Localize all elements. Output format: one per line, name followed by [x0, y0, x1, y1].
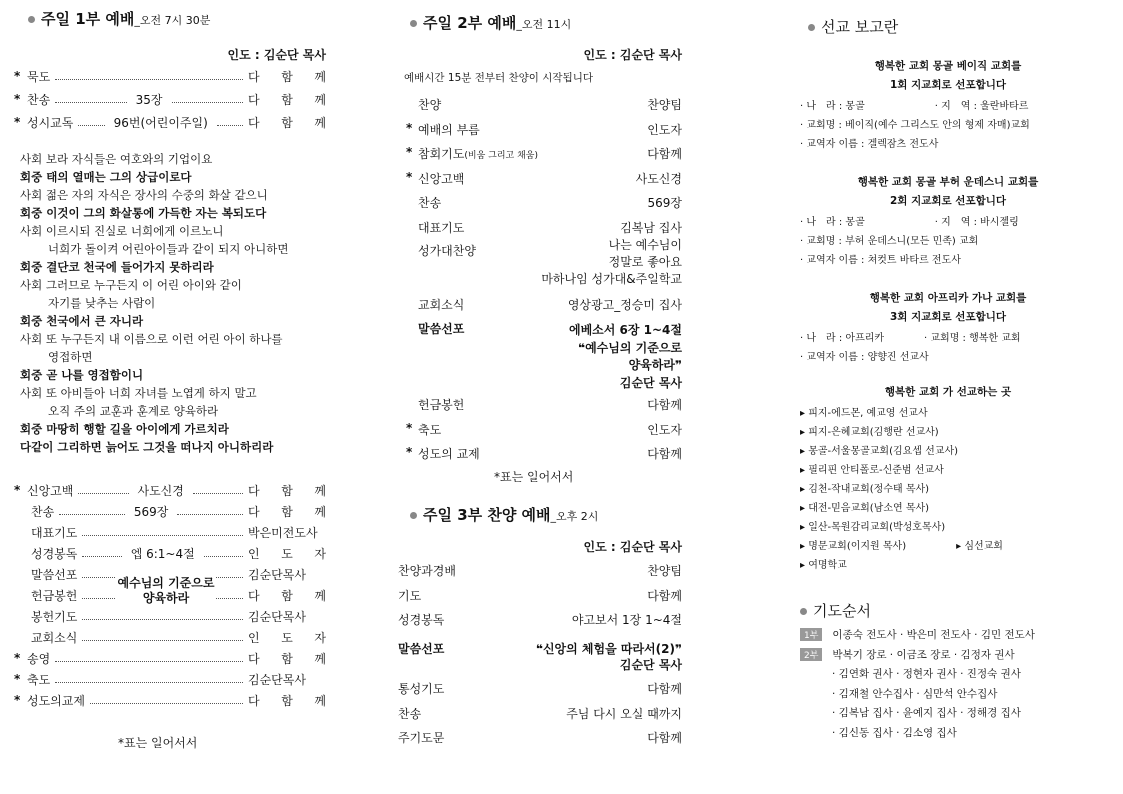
support-item: ▸ 명문교회(이지원 목사) ▸ 심선교회 [800, 541, 1003, 552]
stand-marker: * [14, 672, 21, 686]
order-row [398, 396, 682, 418]
dotted-leader [172, 102, 243, 103]
order-label-note: (비움 그리고 채움) [464, 151, 538, 161]
order-value: 야고보서 1장 1~4절 [571, 613, 682, 627]
order-label: 주기도문 [398, 731, 445, 745]
reading-line: 회중 곧 나를 영접함이니 [20, 368, 144, 382]
support-item: ▸ 일산-목원감리교회(박성호목사) [800, 522, 946, 533]
order-row [14, 89, 326, 109]
order-label: 축도 [27, 672, 51, 687]
mission-info-line: · 나 라 : 아프리카 · 교회명 : 행복한 교회 [800, 333, 1021, 344]
mission-info-line: · 교역자 이름 : 겔렉잠츠 전도사 [800, 139, 939, 150]
dotted-leader [82, 619, 243, 620]
stand-marker: * [14, 92, 21, 106]
order-value: 다함께 [647, 588, 682, 603]
dotted-leader [217, 125, 243, 126]
mission-block-head: 행복한 교회 몽골 부허 운데스니 교회를 [857, 176, 1039, 188]
prayer-group-badge: 2부 [800, 648, 822, 661]
order-row [398, 121, 682, 143]
order-label: 찬송 [418, 196, 442, 210]
order-label: 찬양 [418, 98, 442, 112]
mission-info-line: · 교회명 : 베이직(예수 그리스도 안의 형제 자매)교회 [800, 120, 1030, 131]
support-item: ▸ 김천-작내교회(정수태 목사) [800, 484, 930, 495]
stand-marker: * [406, 145, 413, 159]
order-label: 송영 [27, 651, 51, 666]
order-detail: 사도신경 [137, 483, 184, 498]
order-value: 인 도 자 [248, 630, 326, 645]
order-row [398, 445, 682, 467]
order-value: 다함께 [647, 398, 682, 412]
dotted-leader [78, 125, 104, 126]
dotted-leader [78, 493, 128, 494]
prayer-heading: 기도순서 [800, 600, 871, 621]
stand-marker: * [14, 483, 21, 497]
order-label: 성경봉독 [31, 546, 78, 561]
service1-sermon-title: 예수님의 기준으로 양육하라 [117, 576, 215, 605]
order-value: 인도자 [647, 422, 682, 437]
prayer-line [832, 666, 1021, 681]
service3-sermon-row: 말씀선포 [398, 642, 445, 656]
service3-leader: 인도 : 김순단 목사 [583, 540, 682, 554]
order-label: 예배의 부름 [418, 122, 480, 137]
order-label: 찬송 [398, 706, 422, 721]
reading-line: 사회 젊은 자의 자식은 장사의 수중의 화살 같으니 [20, 188, 268, 202]
right-line: 에베소서 6장 1~4절 [568, 323, 682, 337]
bullet-dot-icon [800, 608, 807, 615]
order-label: 찬송 [31, 504, 55, 519]
support-item: ▸ 여명학교 [800, 560, 847, 571]
prayer-group-badge: 1부 [800, 628, 822, 641]
service1-heading: 주일 1부 예배_오전 7시 30분 [28, 8, 210, 29]
order-value: 다 함 께 [248, 92, 326, 107]
mission-info-line: · 교역자 이름 : 쳐컷트 바타르 전도사 [800, 255, 961, 266]
mission-block-head: 행복한 교회 아프리카 가나 교회를 [869, 292, 1027, 304]
reading-line: 회중 이것이 그의 화살통에 가득한 자는 복되도다 [20, 206, 267, 220]
mission-block-head: 행복한 교회 몽골 베이직 교회를 [874, 60, 1022, 72]
dotted-leader [82, 640, 243, 641]
right-line: 김순단 목사 [619, 375, 682, 390]
dotted-leader [82, 535, 243, 536]
order-label: 신앙고백 [27, 483, 74, 498]
order-row [14, 522, 326, 542]
order-value: 박은미전도사 [248, 525, 318, 540]
choir-row: 성가대찬양 [418, 244, 476, 258]
stand-marker: * [406, 120, 413, 135]
order-value: 인도자 [647, 122, 682, 137]
order-row [398, 96, 682, 118]
order-value: 주님 다시 오실 때까지 [566, 706, 682, 721]
stand-marker: * [14, 693, 21, 707]
order-label: 축도 [418, 422, 442, 437]
stand-marker: * [406, 169, 413, 184]
reading-line: 사회 또 누구든지 내 이름으로 이런 어린 아이 하나를 [20, 332, 283, 346]
reading-line: 회중 마땅히 행할 길을 아이에게 가르치라 [20, 422, 229, 436]
dotted-leader [90, 703, 243, 704]
order-value: 다 함 께 [248, 504, 326, 519]
support-item: ▸ 몽골-서울몽골교회(김요셉 선교사) [800, 446, 959, 457]
stand-marker: * [14, 651, 21, 665]
order-label: 성시교독 [27, 115, 74, 130]
service3-heading: 주일 3부 찬양 예배_오후 2시 [410, 504, 598, 525]
order-value: 김순단목사 [248, 609, 306, 624]
dotted-leader [55, 661, 243, 662]
service2-pre-note: 예배시간 15분 전부터 찬양이 시작됩니다 [404, 72, 593, 84]
mission-info-line: · 교역자 이름 : 양향진 선교사 [800, 352, 929, 363]
order-label: 교회소식 [31, 630, 78, 645]
order-label: 말씀선포 [31, 567, 78, 582]
dotted-leader [55, 682, 243, 683]
support-item: ▸ 피지-에드몬, 예교영 선교사 [800, 408, 928, 419]
order-row [398, 194, 682, 216]
dotted-leader [55, 79, 243, 80]
order-row [14, 501, 326, 521]
order-detail: 96번(어린이주일) [113, 115, 208, 130]
order-row [398, 145, 682, 167]
reading-line: 다같이 그리하면 늙어도 그것을 떠나지 아니하리라 [20, 440, 274, 454]
order-label-wrap [418, 145, 538, 162]
dotted-leader [59, 514, 125, 515]
stand-marker: * [406, 420, 413, 435]
order-label: 참회기도 [418, 147, 465, 161]
order-row [14, 606, 326, 626]
order-row [14, 66, 326, 86]
order-label: 대표기도 [31, 525, 78, 540]
order-value: 다함께 [647, 147, 682, 161]
order-row [398, 705, 682, 727]
right-line: 김순단 목사 [619, 658, 682, 672]
order-row [14, 648, 326, 668]
support-item: ▸ 피지-은혜교회(김행란 선교사) [800, 427, 939, 438]
service2-heading: 주일 2부 예배_오전 11시 [410, 12, 571, 33]
order-label: 성도의 교제 [418, 447, 480, 461]
prayer-names: 박복기 장로 · 이금조 장로 · 김정자 권사 [832, 648, 1015, 661]
dotted-leader [82, 556, 121, 557]
right-line: 정말로 좋아요 [608, 255, 682, 269]
prayer-line [800, 647, 1015, 662]
order-value: 찬양팀 [647, 564, 682, 578]
order-row [398, 587, 682, 609]
order-row [398, 562, 682, 584]
mission-heading: 선교 보고란 [808, 16, 898, 37]
reading-line: 회중 천국에서 큰 자니라 [20, 314, 144, 328]
mission-info-line: · 교회명 : 부허 운데스니(모든 민족) 교회 [800, 236, 979, 247]
right-line: ❝신앙의 체험을 따라서(2)❞ [535, 642, 682, 656]
order-value: 찬양팀 [647, 98, 682, 112]
reading-line: 회중 결단코 천국에 들어가지 못하리라 [20, 260, 214, 274]
mission-block-head: 2회 지교회로 선포합니다 [889, 195, 1007, 207]
order-row [14, 480, 326, 500]
order-value: 김순단목사 [248, 672, 306, 687]
support-item: ▸ 대전-믿음교회(남소연 목사) [800, 503, 930, 514]
order-row [398, 170, 682, 192]
prayer-line [832, 705, 1021, 720]
order-value: 다 함 께 [248, 588, 326, 603]
sermon-row: 말씀선포 [418, 322, 465, 336]
order-label: 통성기도 [398, 682, 445, 696]
mission-info-line: · 나 라 : 몽골 · 지 역 : 바시젤링 [800, 217, 1019, 228]
order-value: 다 함 께 [248, 483, 326, 498]
order-value: 다함께 [647, 682, 682, 696]
right-line: 마하나임 성가대&주일학교 [541, 272, 682, 286]
order-label: 신앙고백 [418, 171, 465, 186]
order-row [398, 729, 682, 751]
service1-stand-note: *표는 일어서서 [118, 736, 198, 750]
support-heading: 행복한 교회 가 선교하는 곳 [884, 386, 1012, 398]
order-value: 인 도 자 [248, 546, 327, 561]
reading-line: 사회 또 아비들아 너희 자녀를 노엽게 하지 말고 [20, 386, 257, 400]
order-value: 김복남 집사 [620, 220, 682, 235]
prayer-line [800, 627, 1035, 642]
order-value: 다 함 께 [248, 69, 326, 84]
stand-marker: * [406, 445, 413, 459]
order-value: 다함께 [647, 447, 682, 461]
prayer-line [832, 686, 997, 701]
bullet-dot-icon [28, 16, 35, 23]
news-row: 교회소식 영상광고_정승미 집사 [418, 298, 682, 312]
prayer-names: · 김신동 집사 · 김소영 집사 [832, 726, 957, 739]
right-line: 나는 예수님이 [608, 238, 682, 252]
order-label: 기도 [398, 588, 422, 603]
bullet-dot-icon [410, 512, 417, 519]
mission-block-head: 3회 지교회로 선포합니다 [889, 311, 1007, 323]
prayer-names: · 김복남 집사 · 윤예지 집사 · 정해경 집사 [832, 707, 1021, 719]
support-item: ▸ 필리핀 안티폴로-신준범 선교사 [800, 465, 944, 476]
reading-line: 사회 그러므로 누구든지 이 어린 아이와 같이 [20, 278, 242, 292]
prayer-line [832, 725, 957, 740]
right-line: ❝예수님의 기준으로 [578, 340, 682, 355]
right-line: 양육하라❞ [628, 358, 682, 372]
order-detail: 엡 6:1~4절 [130, 546, 195, 561]
order-row [398, 611, 682, 633]
order-row [398, 680, 682, 702]
mission-info-line: · 나 라 : 몽골 · 지 역 : 울란바타르 [800, 101, 1029, 112]
prayer-names: · 김재철 안수집사 · 심만석 안수집사 [832, 687, 998, 700]
reading-line: 사회 이르시되 진실로 너희에게 이르노니 [20, 224, 224, 238]
order-value: 다 함 께 [248, 651, 326, 666]
order-label: 헌금봉헌 [31, 588, 78, 603]
reading-line: 사회 보라 자식들은 여호와의 기업이요 [20, 152, 213, 166]
service2-leader: 인도 : 김순단 목사 [583, 48, 682, 62]
reading-line: 영접하면 [48, 350, 93, 364]
bullet-dot-icon [410, 20, 417, 27]
service1-leader: 인도 : 김순단 목사 [227, 48, 326, 62]
service2-stand-note: *표는 일어서서 [494, 470, 574, 484]
order-value: 사도신경 [635, 171, 682, 186]
dotted-leader [204, 556, 243, 557]
prayer-names: · 김연화 권사 · 정현자 권사 · 진정숙 권사 [832, 668, 1021, 680]
order-row [14, 669, 326, 689]
order-value: 다함께 [647, 731, 682, 745]
order-label: 묵도 [27, 69, 51, 84]
order-label: 성도의교제 [27, 693, 85, 708]
order-label: 헌금봉헌 [418, 398, 465, 412]
reading-line: 회중 태의 열매는 그의 상급이로다 [20, 170, 192, 184]
order-label: 봉헌기도 [31, 609, 78, 624]
order-row [14, 690, 326, 710]
order-row [14, 112, 326, 132]
stand-marker: * [14, 69, 21, 83]
bullet-dot-icon [808, 24, 815, 31]
order-row [398, 421, 682, 443]
dotted-leader [55, 102, 126, 103]
mission-block-head: 1회 지교회로 선포합니다 [889, 79, 1007, 91]
order-value: 569장 [647, 196, 682, 210]
order-label: 찬양과경배 [398, 564, 456, 578]
order-detail: 35장 [135, 92, 163, 107]
stand-marker: * [14, 115, 21, 129]
reading-line: 자기를 낮추는 사람이 [48, 296, 156, 310]
order-label: 대표기도 [418, 220, 465, 235]
dotted-leader [193, 493, 243, 494]
prayer-names: 이종숙 전도사 · 박은미 전도사 · 김민 전도사 [832, 629, 1035, 641]
order-value: 다 함 께 [248, 693, 326, 708]
reading-line: 너희가 돌이켜 어린아이들과 같이 되지 아니하면 [48, 242, 289, 256]
order-row [14, 627, 326, 647]
dotted-leader [177, 514, 243, 515]
order-label: 찬송 [27, 92, 51, 107]
reading-line: 오직 주의 교훈과 훈계로 양육하라 [48, 404, 219, 418]
order-value: 다 함 께 [248, 115, 326, 130]
order-label: 성경봉독 [398, 613, 445, 627]
order-row [14, 543, 326, 563]
order-value: 김순단목사 [248, 567, 306, 582]
order-detail: 569장 [133, 504, 169, 519]
